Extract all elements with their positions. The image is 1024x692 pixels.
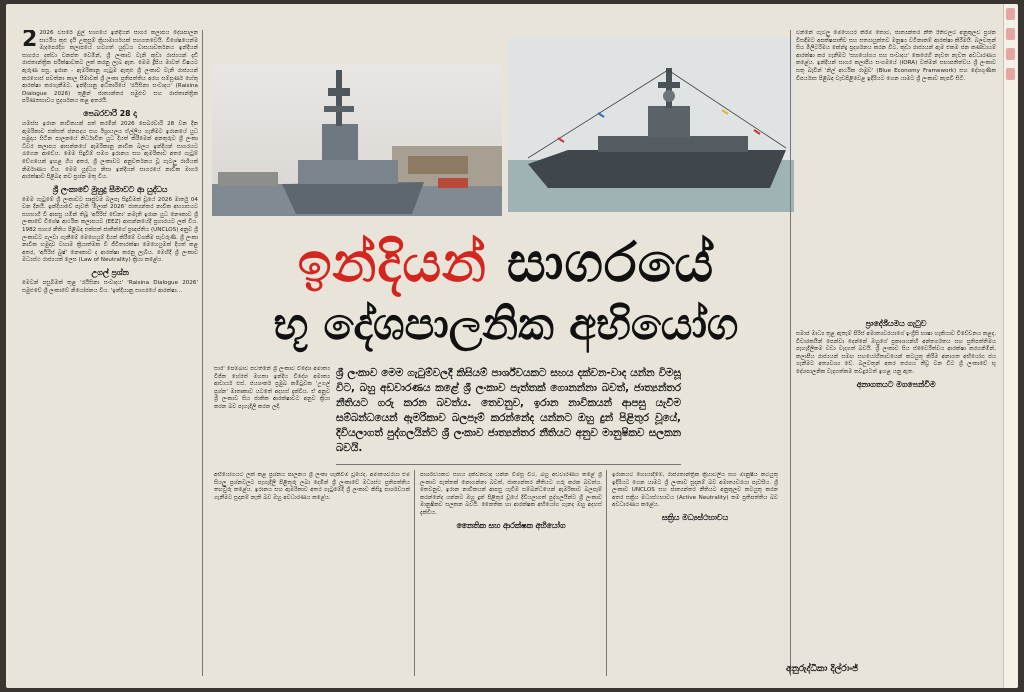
headline-red-word: ඉන්දියන්	[297, 231, 488, 294]
column-6	[796, 30, 996, 312]
perforation	[1006, 48, 1015, 60]
column-4	[420, 472, 602, 680]
lead-paragraph: ශ්‍රී ලංකාව මෙම ගැටුම්වලදී කිසියම් පාර්ශ්වයකට සහය දක්වන-වාද යන්න විමසූ විට, බහු අඩවාරණය කළේ ශ්‍රී ලංකාව පැත්තක් ගොනන්නා බවත්, ජාත්‍යන්තර නීතියට ගරු කරන බවත්ය. තෙවනුව, ඉරාන නාවිකයන් ආපසු යැවීම සම්බන්ධයෙන් ඇමරිකාව බලපෑම් කරන්නේද යන්නට ඔහු දුන් පිළිතුර වූයේ, දිවියලාගත් පුද්ගලයින්ට ශ්‍රී ලංකාව ජාත්‍යන්තර නීතියට අනුව මානුෂිකව සලකන බවයි.	[336, 367, 681, 454]
headline-black-word: සාගරයේ	[506, 231, 715, 294]
drop-cap: 2	[22, 30, 38, 52]
subhead-maritime: ශ්‍රී ලංකාවේ මුහුදු සීමාවට ආ යුද්ධය	[52, 184, 168, 194]
warship-photo-right	[508, 38, 794, 212]
column-7	[796, 316, 996, 658]
paragraph: වන්නේ ගැටලු මෙහෙයර කිරීම තොට, ජාත්‍යන්තර නීති රීතිවලට අනුකූලව ප්‍රශ්න විසඳීමට අපක්ෂපාතීව සහ සත්‍යායුක්තව මනුෂ්‍ය වටිනාකම් ආරක්ෂා කිරීමයි. බලවතුන් සිය මිලිටරිමය කේන්ද්‍ර ප්‍රදර්ශනය කරන විට, කුඩා රාජ්‍යයන් ඇම එකම ජන කණ්ඩායම් ආරක්ෂා කර ගැනීමට 'සහයෝගය සහ සංවාදය' කෙරෙහි නැවත නැවත අවධාරණය කළේය. ඉන්දියන් සාගර කලාපීය සංගමයේ (IORA) වත්මන් සභාපතිත්වය ශ්‍රී ලංකාව සතු බැවින් 'නිල් ආර්ථික රාමුව' (Blue Economy Framework) සහ දේශගුණික විපර්යාස පිළිබඳ වැඩපිළිවෙළ ඉදිරියට ගෙන යාමට ශ්‍රී ලංකාව කැපවී සිටී.	[796, 30, 996, 82]
subhead-power: නෛතික සහ ආරක්ෂක අභියෝග	[456, 520, 566, 530]
column-1	[22, 30, 198, 680]
paragraph: සාර' පෙම්බාව පවත්නේ ශ්‍රී ලංකාව විදේශ අමාත්‍ය විජිත හේරත් මහතා ඉන්දීය විදේශ අමාත්‍ය ආචාර්ය එස්. ජයශංකර් ප්‍රමුඛ කමිටුවක 'උගල් ප්‍රශ්න' මාතෘකාව යටතේ අදහස් දැක්වීය. ඒ අනුව ශ්‍රී ලංකාව සිය ජාතික ආරක්ෂාවට අනුව ක්‍රියා කරන බව පැහැදිලි කරන ලදී.	[214, 366, 330, 410]
column-divider	[606, 470, 607, 676]
paragraph: මෙම ගැටුමේ ශ්‍රී ලංකාවට සෘජුවම බලපෑ සිදුවීමක් වූයේ 2026 මාර්තු 04 වන දිනයි. ඉන්දියාවේ පැවති 'මිලාන් 2026' ජාත්‍යන්තර නාවික අභ්‍යාසයට සහභාගී වී ආපසු යමින් තිබූ 'අයිරිස් ඩේනා' නමැති ඉරාන යුධ නෞකාව ශ්‍රී ලංකාවේ විශේෂ ආර්ථික කලාපයට (EEZ) ආසන්නයේදී ප්‍රහාරයට ලක් විය. 1982 සාගර නීතිය පිළිබඳ එක්සත් ජාතීන්ගේ ප්‍රඥප්තිය (UNCLOS) අනුව ශ්‍රී ලංකාවට ගලවා ගැනීමේ මෙහෙයුම් දියත් කිරීමේ වගකීම පැවරුණි. ශ්‍රී ලංකා නාවික හමුදාව වහාම ක්‍රියාත්මක වී ජීවිතාරක්ෂා මෙහෙයුමක් දියත් කළ අතර, 'අයිරිස් බුෂ්' නෞකාව ද ආරක්ෂා කරනු ලැබීය. මෙහිදී ශ්‍රී ලංකාව මධ්‍යස්ථ රාජ්‍යයක් ලෙස (Law of Neutrality) ක්‍රියා කළේය.	[22, 196, 198, 264]
column-divider	[202, 30, 203, 676]
column-5	[612, 472, 778, 680]
perforation	[1006, 68, 1015, 80]
main-headline	[206, 230, 806, 352]
subhead-regional: ප්‍රාදේශීයමය ගැටුව	[865, 319, 927, 328]
lead-rule	[336, 464, 681, 465]
headline-line-1	[206, 230, 806, 296]
column-divider	[414, 470, 415, 676]
warship-left-image	[212, 64, 502, 216]
warship-photo-left	[212, 64, 502, 216]
headline-line-2: භූ දේශපාලනික අභියෝග	[273, 299, 739, 350]
column-3	[214, 472, 410, 680]
warship-right-image	[508, 38, 794, 212]
paragraph: මෙවන් පසුබිමක් තුළ 'රයිසිනා සංවාදය' 'Raisina Dialogue 2026' සමුළුවේ ශ්‍රී ලංකාවේ නියෝජනය වීය. 'ඉන්දියානු සාගරයේ ආරක්ෂා...	[22, 280, 198, 294]
paragraph: සමාජ මාධ්‍ය තුළ ඇතැම් පිරිස් අමාත්‍යවරයාගේ ඉංග්‍රීසි භාෂා හැකියාව විවේචනය කළද, විචාරකයින් පෙන්වා දෙන්නේ ඔහුගේ ප්‍රකාශයන්හි අන්තර්ගතය සහ ප්‍රතිපත්තිමය පැහැදිලිකම වඩා වැදගත් බවයි. ශ්‍රී ලංකාව සිය ස්වෛරීත්වය ආරක්ෂා කරගනිමින්, කලාපීය රාජ්‍යයන් සමඟ සහයෝගීතාවයෙන් කටයුතු කිරීම අනාගත අභියෝග ජය ගැනීමට අත්‍යවශ්‍ය වේ. බලවතුන් අතර තරගය තීව්‍ර වන විට ශ්‍රී ලංකාවේ භූ දේශපාලනික වැදගත්කම තවදුරටත් ඉහළ යනු ඇත.	[796, 331, 996, 375]
perforation	[1006, 8, 1015, 20]
page-edge	[1003, 4, 1018, 688]
paragraph: හමස්ස ඉරාන නාවිකයන් පත් කරමින් 2026 පෙබරවාරි 28 වන දින ඇමරිකාව එක්සත් ජනපදය සහ ඊශ්‍රායලය ඒල්ලිය ගැනීමට ඉරානයේ යුධ සමුදාය සිටින පාලනයේ නිර්ධාවිත යුධ දියත් කිරීමෙන් අනතුරුව ශ්‍රී ලංකා ධීවර කලාපය ආසන්නයේ ඇමරිකානු නාවික බලය ඉන්දියන් සාගරයට රැගෙන ආවේය. මෙම සිදුවීම් සමග ඉරානය සහ ඇමරිකාව අතර ගැටුම් වේගයෙන් ඉහළ ගිය අතර, ශ්‍රී ලංකාවට අනුවර්තනය වූ ගැටලු රාශියක් නිර්මාණය විය. මෙම යුද්ධය නිසා ඉන්දියන් සාගරයේ නාවික මාර්ග ආරක්ෂාව පිළිබඳ නව ප්‍රශ්න මතු විය.	[22, 120, 198, 181]
paragraph: අභියෝගයට ලක් කළ ප්‍රශ්නය පාලනය ශ්‍රී ලංකා හැකිවීම වූයේද, අමාත්‍යවරයා එම සියලු ප්‍රශ්නවලට පැහැදිලි පිළිතුරු ලබා දෙමින් ශ්‍රී ලංකාවේ මධ්‍යස්ථ ප්‍රතිපත්තිය තහවුරු කළේය. ඉරානය සහ ඇමරිකාව අතර ගැටුමේදී ශ්‍රී ලංකාව කිසිදු පාර්ශවයක් ගැනීමට සූදානම් නැති බව ඔහු අවධාරණය කළේය.	[214, 472, 410, 501]
paragraph: ඉරානයට හොයාදීමේ, රාජ්‍යතාන්ත්‍රික ක්‍රියාවලිය සහ මානුෂීය කටයුතු ඉදිරියට ගෙන යාමට ශ්‍රී ලංකාව සූදානම් බව අමාත්‍යවරයා පැවසීය. ශ්‍රී ලංකාව UNCLOS සහ ජාත්‍යන්තර නීතියට අනුකූලව කටයුතු කරන අතර සක්‍රිය මධ්‍යස්ථභාවය (Active Neutrality) තම ප්‍රතිපත්තිය බව අවධාරණය කළේය.	[612, 472, 778, 509]
perforation	[1006, 28, 1015, 40]
subhead-future: අනාගතයට මගපෙන්වීම	[856, 379, 936, 389]
subhead-ugal: උගල් ප්‍රශ්න	[91, 268, 129, 278]
article-intro: 2 2026 වසරේ මුල් භාගයේ ඉන්දියන් සාගර කලාපය දේශපාලන සාර්ථීය කුළු දැයි උකුසුම් ක්‍රියාමාර්ගයක් සහගතවෙයි. විශේෂයෙන්ම මැදපෙරදිග කලාපයේ හටගත් යුද්ධය වාසයාවර්තනය ඉන්දියන් සාගරය දක්වා වනප්ත වෙමින්, ශ්‍රී ලංකාව වැනි කුඩා රාජ්‍යයන් දැඩි රාජතාන්ත්‍රික පරීක්ෂාවකට ලක් කරනු ලැබ ඇත. මෙම ද්‍රිපිය මාවත් විෂයට ඇරුණ පසු, ඉරාන - ඇමරිකානු ගැටුම ඇතුළු ශ්‍රී ලංකාව වැනි රාජ්‍යයන් කරගොස් පවත්නා කාල සීමාවක් ශ්‍රී ලංකා ප්‍රතිපත්තිය අරහ සම්පූර්ණ හේතු ආරක්ෂා කරගැනීමට. ඉන්දියානු අධිකාරියේ 'රයිසිනා සංවාදය' (Raisina Dialogue 2026) තුළින් ජාත්‍යන්තර සමුළුව සහ රාජතාන්ත්‍රික පරිණතභාවය ප්‍රදර්ශනය කළ අතරයි.	[22, 30, 198, 105]
paragraph: පාර්ශවයකට සහය දක්වනවාද යන්න විමසූ විට, බහු අඩවාරණය කළේ ශ්‍රී ලංකාව පැත්තක් නොගන්නා බවත්, ජාත්‍යන්තර නීතියට ගරු කරන බවත්ය. තෙවනුව, ඉරාන නාවිකයන් ආපසු යැවීම සම්බන්ධයෙන් ඇමරිකාව බලපෑම් කරන්නේද යන්නට ඔහු දුන් පිළිතුර වූයේ දිවියලාගත් පුද්ගලයින්ට ශ්‍රී ලංකාව මානුෂිකව සලකන බවයි. නෛතික හා ආරක්ෂක අභියෝග ගැනද ඔහු අදහස් දැක්වීය.	[420, 472, 602, 516]
newspaper-page	[6, 4, 1018, 688]
subhead-feb28: පෙබරවාරි 28 දා	[83, 108, 137, 118]
column-divider	[790, 30, 791, 676]
byline: අනුරුද්ධිකා දිල්රාංජ්	[786, 664, 859, 674]
subhead-neutral: සක්‍රිය මධ්‍යස්ථභාවය	[661, 512, 729, 522]
